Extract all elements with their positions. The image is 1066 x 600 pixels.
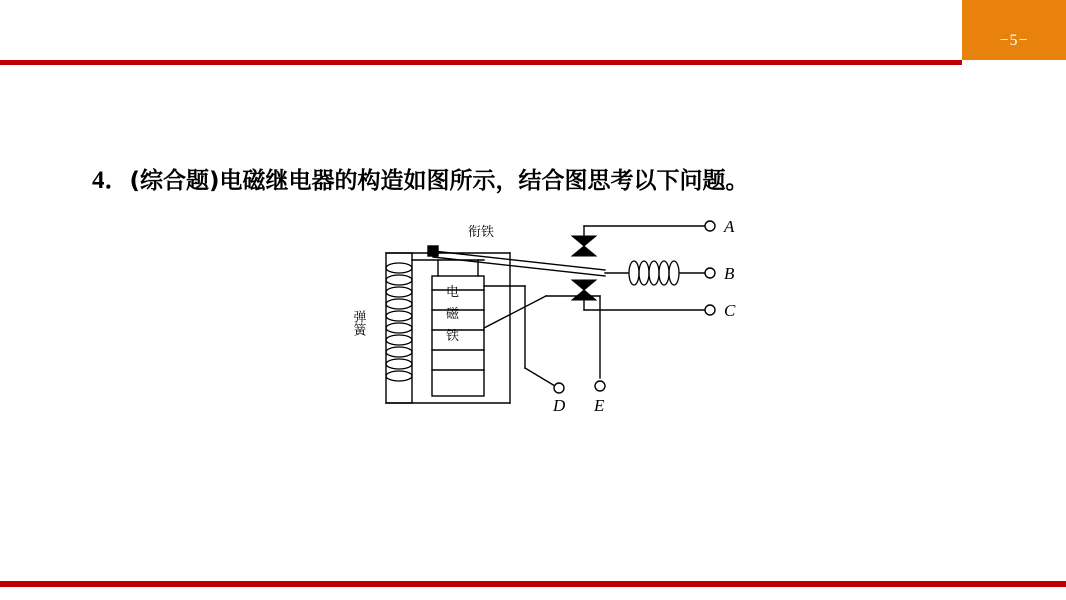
lead-e-diagonal [484, 296, 546, 328]
page-number-badge: −5− [962, 0, 1066, 60]
spring-coil [386, 263, 412, 381]
terminal-C-node [705, 305, 715, 315]
terminal-label-D: D [553, 396, 566, 415]
terminal-label-B: B [724, 264, 735, 283]
footer-divider-rule [0, 581, 1066, 587]
terminal-D-node [554, 383, 564, 393]
terminal-E-node [595, 381, 605, 391]
relay-figure-svg [350, 218, 770, 428]
terminal-label-A: A [724, 218, 735, 236]
label-spring-char-1: 弹簧 [350, 310, 366, 336]
lead-d-diagonal [525, 368, 555, 386]
contact-upper [572, 236, 596, 256]
contact-lower [572, 280, 596, 300]
header-divider-rule [0, 60, 962, 65]
label-electromagnet-char-2: 磁 [446, 307, 460, 322]
solenoid-coil [629, 261, 679, 285]
terminal-label-E: E [594, 396, 605, 415]
terminal-B-node [705, 268, 715, 278]
relay-figure [350, 218, 770, 428]
question-block [92, 160, 992, 196]
label-electromagnet-char-3: 铁 [446, 329, 460, 344]
question-number: 4． [92, 167, 130, 194]
label-electromagnet-char-1: 电 [446, 285, 460, 300]
question-text: (综合题)电磁继电器的构造如图所示，结合图思考以下问题。 [129, 168, 749, 194]
terminal-label-C: C [724, 301, 736, 320]
label-armature: 衔铁 [468, 225, 495, 240]
terminal-A-node [705, 221, 715, 231]
